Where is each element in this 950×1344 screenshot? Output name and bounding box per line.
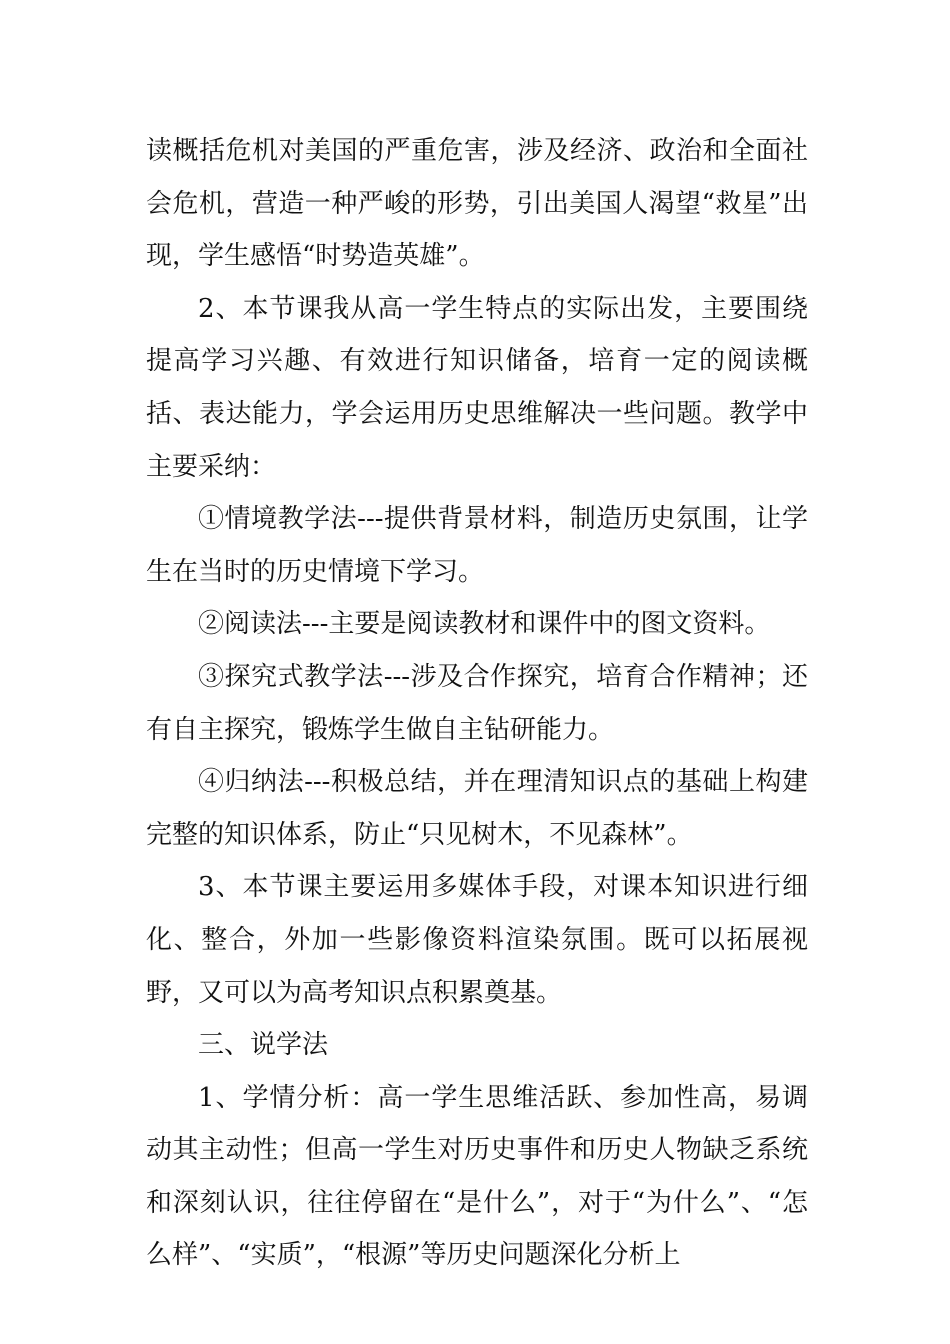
document-body <box>146 125 808 1282</box>
paragraph-method-reading: ②阅读法---主要是阅读教材和课件中的图文资料。 <box>198 609 771 640</box>
paragraph-method-induction: ④归纳法---积极总结，并在理清知识点的基础上构建完整的知识体系，防止“只见树木，不见森林”。 <box>146 767 808 850</box>
paragraph-method-situational: ①情境教学法---提供背景材料，制造历史氛围，让学生在当时的历史情境下学习。 <box>146 504 808 587</box>
paragraph-teaching-approach: 2、本节课我从高一学生特点的实际出发，主要围绕提高学习兴趣、有效进行知识储备，培育一定的阅读概括、表达能力，学会运用历史思维解决一些问题。教学中主要采纳： <box>146 293 808 482</box>
section-heading-learning-methods: 三、说学法 <box>198 1030 329 1061</box>
paragraph-multimedia: 3、本节课主要运用多媒体手段，对课本知识进行细化、整合，外加一些影像资料渲染氛围。既可以拓展视野，又可以为高考知识点积累奠基。 <box>146 872 808 1008</box>
paragraph-method-inquiry: ③探究式教学法---涉及合作探究，培育合作精神；还有自主探究，锻炼学生做自主钻研能力。 <box>146 661 808 745</box>
paragraph-learner-analysis: 1、学情分析：高一学生思维活跃、参加性高，易调动其主动性；但高一学生对历史事件和历史人物缺乏系统和深刻认识，往往停留在“是什么”，对于“为什么”、“怎么样”、“实质”，“根源”等历史问题深化分析上 <box>146 1082 808 1271</box>
paragraph-continuation: 读概括危机对美国的严重危害，涉及经济、政治和全面社会危机，营造一种严峻的形势，引出美国人渴望“救星”出现，学生感悟“时势造英雄”。 <box>146 136 808 272</box>
